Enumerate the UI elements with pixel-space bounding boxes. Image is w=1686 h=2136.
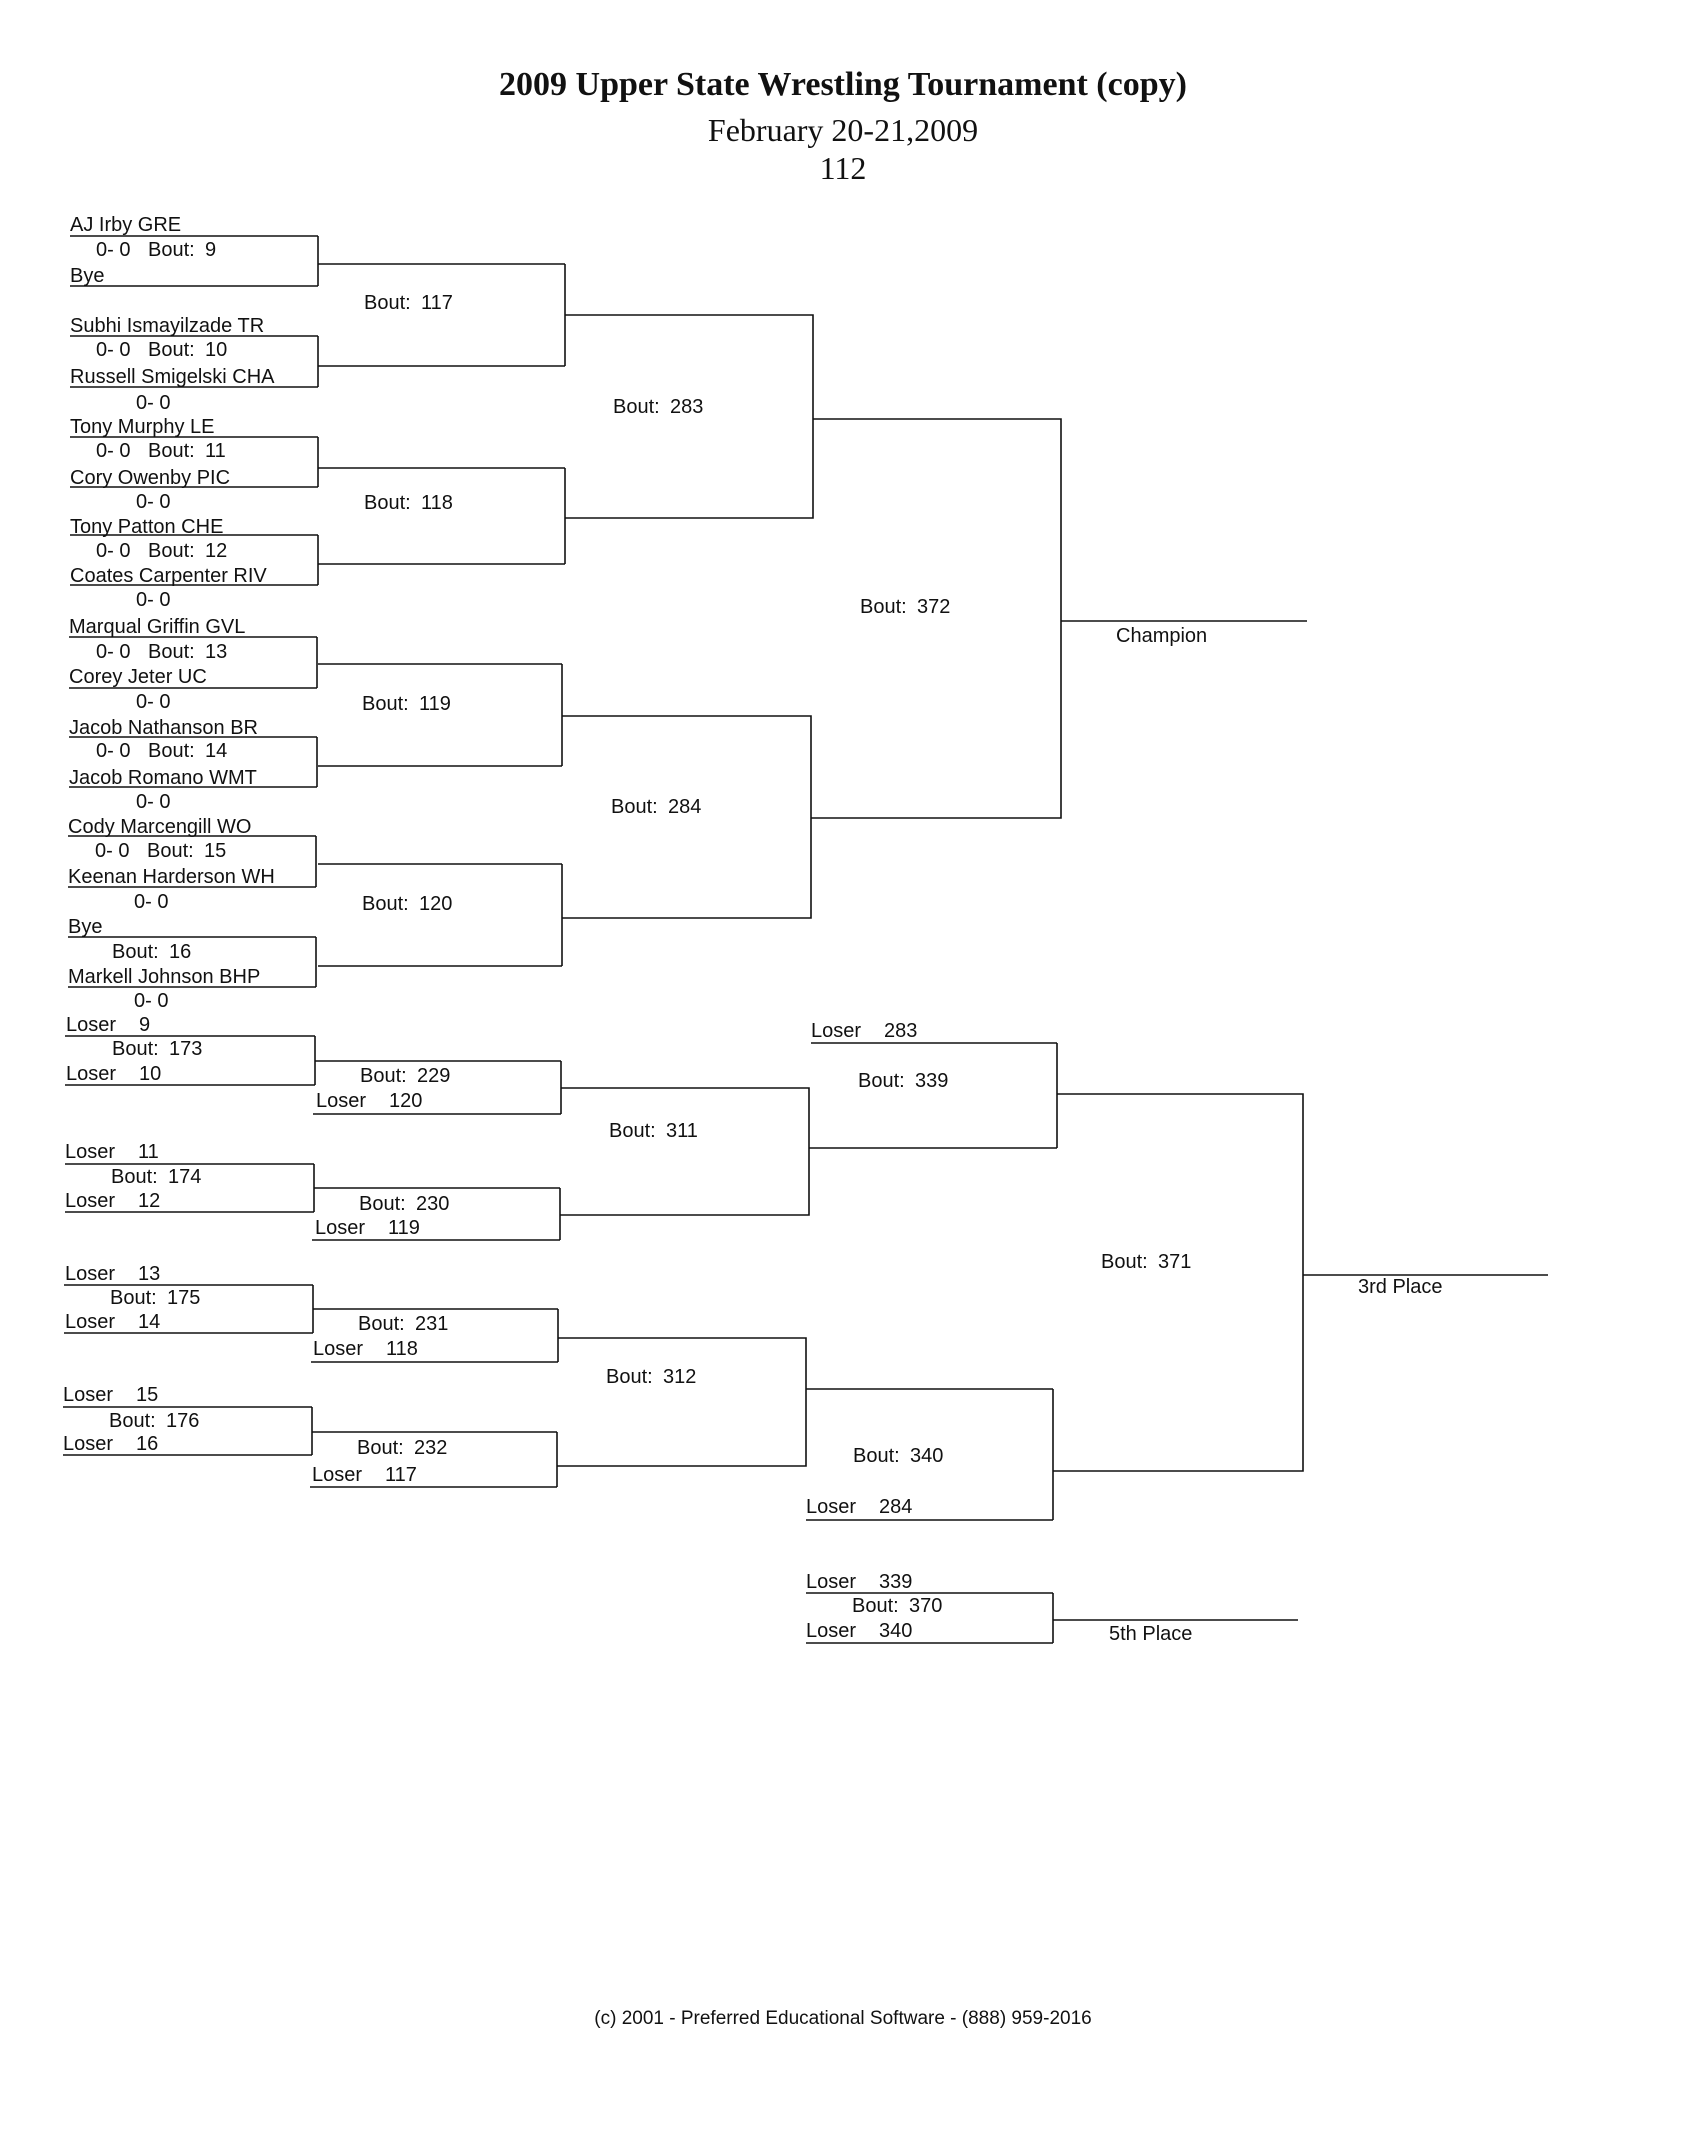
consolation-semi-loser-2-number: 284 — [879, 1496, 913, 1518]
bracket-texts — [63, 214, 1443, 1645]
fifth-place-bout-number: 370 — [909, 1595, 943, 1617]
consolation-loser-6-label: Loser — [65, 1311, 116, 1333]
wrestler-name: Tony Patton CHE — [70, 516, 224, 538]
semifinal-bout-1-label: Bout: — [613, 396, 660, 418]
consolation-third-bout-1-number: 311 — [666, 1120, 698, 1142]
consolation-second-bout-3-label: Bout: — [358, 1313, 405, 1335]
consolation-first-bout-4-label: Bout: — [109, 1410, 156, 1432]
consolation-semi-loser-1-label: Loser — [811, 1020, 862, 1042]
consolation-second-bout-2-label: Bout: — [359, 1193, 406, 1215]
wrestler-name: Tony Murphy LE — [70, 416, 215, 438]
champion-label: Champion — [1116, 625, 1208, 647]
wrestler-name: Markell Johnson BHP — [68, 966, 261, 988]
consolation-second-bout-1-number: 229 — [417, 1065, 451, 1087]
consolation-second-loser-3-label: Loser — [313, 1338, 364, 1360]
semifinal-bout-1-number: 283 — [670, 396, 704, 418]
consolation-loser-4-number: 12 — [138, 1190, 161, 1212]
consolation-loser-1-number: 9 — [139, 1014, 151, 1036]
wrestler-name: Jacob Romano WMT — [69, 767, 257, 789]
bracket-lines — [63, 236, 1548, 1643]
record: 0- 0 — [136, 491, 171, 513]
record: 0- 0 — [134, 891, 169, 913]
record: 0- 0 — [95, 840, 130, 862]
consolation-loser-3-label: Loser — [65, 1141, 116, 1163]
wrestler-name: Cody Marcengill WO — [68, 816, 252, 838]
record: 0- 0 — [136, 791, 171, 813]
consolation-second-loser-2-number: 119 — [388, 1217, 420, 1239]
consolation-second-bout-2-number: 230 — [416, 1193, 450, 1215]
consolation-loser-2-label: Loser — [66, 1063, 117, 1085]
record: 0- 0 — [96, 440, 131, 462]
wrestler-name: Corey Jeter UC — [69, 666, 207, 688]
final-bout-label: Bout: — [860, 596, 907, 618]
wrestler-name: Jacob Nathanson BR — [69, 717, 259, 739]
first-round-bout-4-label: Bout: — [148, 540, 195, 562]
consolation-first-bout-4-number: 176 — [166, 1410, 200, 1432]
wrestler-name: AJ Irby GRE — [70, 214, 182, 236]
consolation-semi-bout-1-number: 339 — [915, 1070, 949, 1092]
first-round-bout-1-number: 9 — [205, 239, 217, 261]
consolation-loser-2-number: 10 — [139, 1063, 162, 1085]
first-round-bout-3-number: 11 — [205, 440, 226, 462]
quarterfinal-bout-3-number: 119 — [419, 693, 451, 715]
third-place-bracket — [1053, 1094, 1303, 1471]
first-round-bout-5-label: Bout: — [148, 641, 195, 663]
consolation-loser-5-label: Loser — [65, 1263, 116, 1285]
consolation-semi-bout-2-number: 340 — [910, 1445, 944, 1467]
third-place-bout-label: Bout: — [1101, 1251, 1148, 1273]
consolation-semi-loser-2-label: Loser — [806, 1496, 857, 1518]
consolation-second-loser-4-number: 117 — [385, 1464, 417, 1486]
first-round-bout-7-label: Bout: — [147, 840, 194, 862]
wrestler-name: Subhi Ismayilzade TR — [70, 315, 265, 337]
quarterfinal-bout-2-number: 118 — [421, 492, 453, 514]
consolation-third-bout-2-label: Bout: — [606, 1366, 653, 1388]
consolation-third-2-bracket — [557, 1338, 806, 1466]
consolation-second-loser-2-label: Loser — [315, 1217, 366, 1239]
consolation-loser-8-label: Loser — [63, 1433, 114, 1455]
quarterfinal-bout-3-label: Bout: — [362, 693, 409, 715]
record: 0- 0 — [96, 239, 131, 261]
record: 0- 0 — [96, 641, 131, 663]
record: 0- 0 — [136, 691, 171, 713]
quarterfinal-bout-1-number: 117 — [421, 292, 453, 314]
first-round-bout-5-number: 13 — [205, 641, 228, 663]
quarterfinal-bout-2-label: Bout: — [364, 492, 411, 514]
wrestler-name: Keenan Harderson WH — [68, 866, 275, 888]
consolation-semi-bout-1-label: Bout: — [858, 1070, 905, 1092]
final-bout-number: 372 — [917, 596, 951, 618]
consolation-loser-7-number: 15 — [136, 1384, 159, 1406]
first-round-bout-6-label: Bout: — [148, 740, 195, 762]
fifth-place-label: 5th Place — [1109, 1623, 1193, 1645]
fifth-place-loser-2-number: 340 — [879, 1620, 913, 1642]
consolation-first-bout-1-label: Bout: — [112, 1038, 159, 1060]
record: 0- 0 — [96, 740, 131, 762]
semifinal-bout-2-label: Bout: — [611, 796, 658, 818]
first-round-bout-8-label: Bout: — [112, 941, 159, 963]
consolation-first-bout-2-label: Bout: — [111, 1166, 158, 1188]
record: 0- 0 — [96, 339, 131, 361]
record: 0- 0 — [136, 589, 171, 611]
consolation-second-loser-4-label: Loser — [312, 1464, 363, 1486]
consolation-loser-1-label: Loser — [66, 1014, 117, 1036]
quarterfinal-bout-4-number: 120 — [419, 893, 453, 915]
consolation-second-loser-1-label: Loser — [316, 1090, 367, 1112]
record: 0- 0 — [134, 990, 169, 1012]
first-round-bout-8-number: 16 — [169, 941, 192, 963]
consolation-second-bout-4-number: 232 — [414, 1437, 448, 1459]
consolation-second-loser-3-number: 118 — [386, 1338, 418, 1360]
consolation-third-bout-1-label: Bout: — [609, 1120, 656, 1142]
first-round-bout-7-number: 15 — [204, 840, 227, 862]
consolation-first-bout-3-label: Bout: — [110, 1287, 157, 1309]
bye-label: Bye — [70, 265, 105, 287]
wrestler-name: Russell Smigelski CHA — [70, 366, 275, 388]
consolation-first-bout-2-number: 174 — [168, 1166, 202, 1188]
wrestler-name: Coates Carpenter RIV — [70, 565, 267, 587]
consolation-semi-bout-2-label: Bout: — [853, 1445, 900, 1467]
third-place-label: 3rd Place — [1358, 1276, 1443, 1298]
consolation-loser-5-number: 13 — [138, 1263, 161, 1285]
consolation-second-bout-3-number: 231 — [415, 1313, 449, 1335]
fifth-place-bout-label: Bout: — [852, 1595, 899, 1617]
third-place-bout-number: 371 — [1158, 1251, 1192, 1273]
first-round-bout-6-number: 14 — [205, 740, 228, 762]
record: 0- 0 — [136, 392, 171, 414]
wrestler-name: Cory Owenby PIC — [70, 467, 231, 489]
fifth-place-loser-1-label: Loser — [806, 1571, 857, 1593]
first-round-bout-4-number: 12 — [205, 540, 228, 562]
first-round-bout-2-number: 10 — [205, 339, 228, 361]
consolation-semi-loser-1-number: 283 — [884, 1020, 918, 1042]
final-bracket — [811, 419, 1061, 818]
wrestler-name: Marqual Griffin GVL — [69, 616, 246, 638]
record: 0- 0 — [96, 540, 131, 562]
quarterfinal-bout-4-label: Bout: — [362, 893, 409, 915]
weight-class: 112 — [819, 150, 867, 186]
bye-label: Bye — [68, 916, 103, 938]
first-round-bout-1-label: Bout: — [148, 239, 195, 261]
semifinal-bout-2-number: 284 — [668, 796, 702, 818]
consolation-second-bout-4-label: Bout: — [357, 1437, 404, 1459]
tournament-dates: February 20-21,2009 — [707, 112, 979, 148]
consolation-first-bout-1-number: 173 — [169, 1038, 203, 1060]
consolation-second-bout-1-label: Bout: — [360, 1065, 407, 1087]
consolation-loser-4-label: Loser — [65, 1190, 116, 1212]
first-round-bout-2-label: Bout: — [148, 339, 195, 361]
consolation-loser-3-number: 11 — [138, 1141, 159, 1163]
consolation-first-bout-3-number: 175 — [167, 1287, 201, 1309]
consolation-loser-6-number: 14 — [138, 1311, 161, 1333]
fifth-place-loser-1-number: 339 — [879, 1571, 913, 1593]
consolation-third-bout-2-number: 312 — [663, 1366, 697, 1388]
consolation-third-1-bracket — [560, 1088, 809, 1215]
consolation-second-loser-1-number: 120 — [389, 1090, 423, 1112]
fifth-place-loser-2-label: Loser — [806, 1620, 857, 1642]
quarterfinal-bout-1-label: Bout: — [364, 292, 411, 314]
tournament-title: 2009 Upper State Wrestling Tournament (copy) — [499, 66, 1187, 103]
consolation-loser-7-label: Loser — [63, 1384, 114, 1406]
first-round-bout-3-label: Bout: — [148, 440, 195, 462]
consolation-loser-8-number: 16 — [136, 1433, 159, 1455]
copyright-footer: (c) 2001 - Preferred Educational Software - (888) 959-2016 — [594, 2008, 1092, 2029]
